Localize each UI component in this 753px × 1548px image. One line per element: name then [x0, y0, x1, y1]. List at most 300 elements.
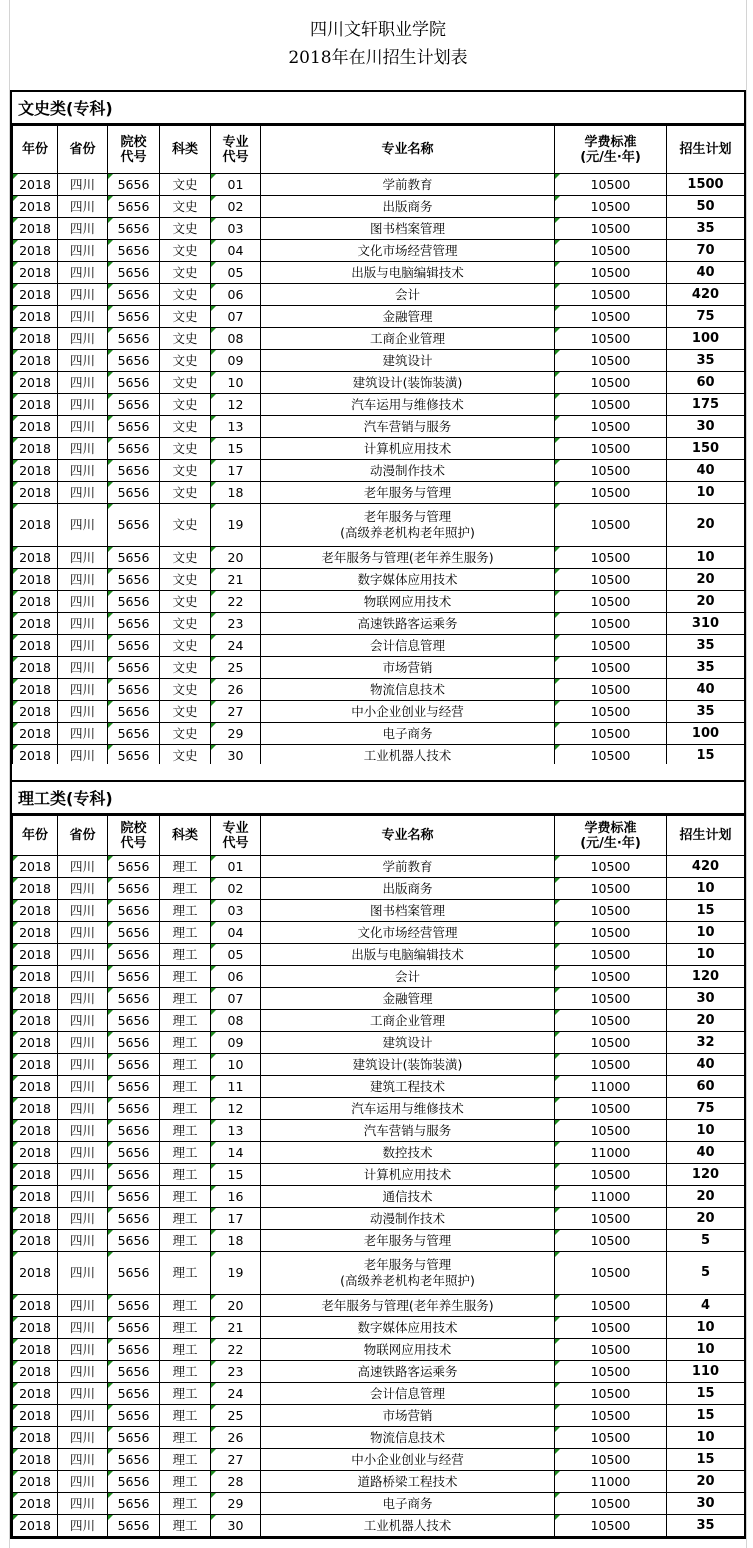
cell-province: 四川 [58, 1317, 108, 1339]
cell-school-code: 5656 [108, 306, 160, 328]
cell-tuition: 10500 [555, 966, 667, 988]
header-label: 代号 [120, 835, 147, 851]
cell-tuition: 10500 [555, 591, 667, 613]
cell-province: 四川 [58, 240, 108, 262]
cell-subject: 理工 [160, 1208, 211, 1230]
cell-major-name: 学前教育 [261, 174, 555, 196]
cell-major-code: 08 [211, 1010, 261, 1032]
cell-major-code: 07 [211, 988, 261, 1010]
cell-school-code: 5656 [108, 856, 160, 878]
cell-plan: 50 [667, 196, 745, 218]
cell-school-code: 5656 [108, 438, 160, 460]
cell-plan: 10 [667, 482, 745, 504]
cell-tuition: 10500 [555, 196, 667, 218]
cell-school-code: 5656 [108, 262, 160, 284]
cell-tuition: 10500 [555, 284, 667, 306]
cell-province: 四川 [58, 1383, 108, 1405]
cell-major-code: 29 [211, 1493, 261, 1515]
cell-year: 2018 [13, 922, 58, 944]
cell-major-code: 27 [211, 1449, 261, 1471]
cell-year: 2018 [13, 613, 58, 635]
cell-plan: 35 [667, 657, 745, 679]
cell-tuition: 10500 [555, 1164, 667, 1186]
cell-major-name: 老年服务与管理 [261, 482, 555, 504]
cell-subject: 文史 [160, 701, 211, 723]
cell-major-code: 18 [211, 482, 261, 504]
cell-province: 四川 [58, 878, 108, 900]
cell-school-code: 5656 [108, 504, 160, 547]
cell-plan: 40 [667, 1142, 745, 1164]
table-row [13, 1449, 745, 1471]
cell-year: 2018 [13, 328, 58, 350]
cell-subject: 理工 [160, 922, 211, 944]
cell-tuition: 10500 [555, 416, 667, 438]
cell-major-name: 电子商务 [261, 723, 555, 745]
cell-school-code: 5656 [108, 372, 160, 394]
cell-province: 四川 [58, 1405, 108, 1427]
cell-school-code: 5656 [108, 196, 160, 218]
cell-province: 四川 [58, 635, 108, 657]
cell-tuition: 10500 [555, 328, 667, 350]
cell-year: 2018 [13, 635, 58, 657]
cell-province: 四川 [58, 1032, 108, 1054]
cell-year: 2018 [13, 1295, 58, 1317]
cell-major-name: 数控技术 [261, 1142, 555, 1164]
cell-year: 2018 [13, 944, 58, 966]
cell-major-code: 19 [211, 504, 261, 547]
cell-tuition: 10500 [555, 679, 667, 701]
cell-year: 2018 [13, 679, 58, 701]
cell-province: 四川 [58, 1515, 108, 1537]
table-row [13, 1317, 745, 1339]
cell-school-code: 5656 [108, 613, 160, 635]
cell-school-code: 5656 [108, 1493, 160, 1515]
cell-major-name: 出版商务 [261, 196, 555, 218]
cell-major-code: 09 [211, 1032, 261, 1054]
enrollment-table [12, 815, 745, 1537]
cell-tuition: 10500 [555, 1032, 667, 1054]
cell-subject: 理工 [160, 1098, 211, 1120]
cell-year: 2018 [13, 1361, 58, 1383]
cell-tuition: 10500 [555, 1120, 667, 1142]
table-row [13, 1493, 745, 1515]
cell-major-code: 26 [211, 1427, 261, 1449]
cell-year: 2018 [13, 988, 58, 1010]
cell-plan: 20 [667, 1208, 745, 1230]
cell-plan: 60 [667, 1076, 745, 1098]
cell-province: 四川 [58, 613, 108, 635]
cell-school-code: 5656 [108, 1295, 160, 1317]
cell-province: 四川 [58, 174, 108, 196]
cell-major-code: 21 [211, 569, 261, 591]
cell-school-code: 5656 [108, 1032, 160, 1054]
cell-year: 2018 [13, 1515, 58, 1537]
cell-school-code: 5656 [108, 394, 160, 416]
cell-year: 2018 [13, 1405, 58, 1427]
cell-school-code: 5656 [108, 547, 160, 569]
cell-major-name: 汽车营销与服务 [261, 1120, 555, 1142]
cell-tuition: 10500 [555, 372, 667, 394]
cell-province: 四川 [58, 1427, 108, 1449]
page-subtitle: 2018年在川招生计划表 [288, 48, 468, 68]
cell-year: 2018 [13, 284, 58, 306]
table-row [13, 1076, 745, 1098]
header-label: 代号 [222, 149, 249, 165]
cell-major-name: 工业机器人技术 [261, 745, 555, 767]
cell-province: 四川 [58, 1186, 108, 1208]
cell-tuition: 10500 [555, 482, 667, 504]
section-humanities [10, 90, 746, 769]
table-row [13, 1383, 745, 1405]
cell-plan: 110 [667, 1361, 745, 1383]
col-header-plan [667, 816, 745, 856]
cell-province: 四川 [58, 372, 108, 394]
cell-year: 2018 [13, 723, 58, 745]
cell-plan: 30 [667, 988, 745, 1010]
table-row [13, 350, 745, 372]
cell-plan: 10 [667, 878, 745, 900]
cell-province: 四川 [58, 723, 108, 745]
cell-tuition: 10500 [555, 504, 667, 547]
cell-tuition: 10500 [555, 547, 667, 569]
cell-tuition: 10500 [555, 1449, 667, 1471]
cell-year: 2018 [13, 657, 58, 679]
cell-subject: 理工 [160, 1230, 211, 1252]
header-label: 院校 [120, 820, 147, 836]
cell-major-name: 数字媒体应用技术 [261, 1317, 555, 1339]
cell-province: 四川 [58, 262, 108, 284]
table-row [13, 657, 745, 679]
header-label: 代号 [120, 149, 147, 165]
cell-school-code: 5656 [108, 657, 160, 679]
cell-major-name: 汽车运用与维修技术 [261, 1098, 555, 1120]
cell-major-name: 物流信息技术 [261, 1427, 555, 1449]
cell-school-code: 5656 [108, 1076, 160, 1098]
cell-subject: 理工 [160, 878, 211, 900]
cell-year: 2018 [13, 1471, 58, 1493]
table-row [13, 944, 745, 966]
table-row [13, 1186, 745, 1208]
cell-subject: 理工 [160, 1449, 211, 1471]
cell-plan: 75 [667, 306, 745, 328]
cell-major-name: 市场营销 [261, 1405, 555, 1427]
header-label: 省份 [69, 828, 96, 843]
table-row [13, 591, 745, 613]
cell-plan: 4 [667, 1295, 745, 1317]
cell-school-code: 5656 [108, 482, 160, 504]
cell-year: 2018 [13, 1120, 58, 1142]
cell-province: 四川 [58, 306, 108, 328]
cell-tuition: 10500 [555, 878, 667, 900]
cell-plan: 30 [667, 416, 745, 438]
cell-plan: 20 [667, 1186, 745, 1208]
cell-year: 2018 [13, 701, 58, 723]
cell-major-name: 高速铁路客运乘务 [261, 613, 555, 635]
cell-major-code: 06 [211, 966, 261, 988]
cell-major-name: 汽车营销与服务 [261, 416, 555, 438]
cell-major-name: 文化市场经营管理 [261, 240, 555, 262]
cell-year: 2018 [13, 1493, 58, 1515]
cell-province: 四川 [58, 350, 108, 372]
cell-plan: 75 [667, 1098, 745, 1120]
table-row [13, 1471, 745, 1493]
table-row [13, 416, 745, 438]
cell-year: 2018 [13, 856, 58, 878]
cell-year: 2018 [13, 482, 58, 504]
table-row [13, 482, 745, 504]
cell-subject: 理工 [160, 1427, 211, 1449]
cell-subject: 理工 [160, 1493, 211, 1515]
col-header-school-code [108, 126, 160, 174]
cell-year: 2018 [13, 196, 58, 218]
cell-major-code: 21 [211, 1317, 261, 1339]
cell-major-name: 老年服务与管理 [261, 1230, 555, 1252]
cell-tuition: 10500 [555, 1010, 667, 1032]
cell-year: 2018 [13, 569, 58, 591]
table-row [13, 284, 745, 306]
cell-major-code: 03 [211, 218, 261, 240]
cell-plan: 175 [667, 394, 745, 416]
cell-school-code: 5656 [108, 350, 160, 372]
cell-year: 2018 [13, 1252, 58, 1295]
cell-school-code: 5656 [108, 1186, 160, 1208]
cell-major-code: 30 [211, 1515, 261, 1537]
cell-school-code: 5656 [108, 460, 160, 482]
cell-year: 2018 [13, 591, 58, 613]
cell-plan: 5 [667, 1230, 745, 1252]
cell-plan: 40 [667, 262, 745, 284]
cell-major-name: 老年服务与管理(老年养生服务) [261, 1295, 555, 1317]
cell-province: 四川 [58, 745, 108, 767]
cell-year: 2018 [13, 1010, 58, 1032]
cell-school-code: 5656 [108, 1427, 160, 1449]
cell-plan: 35 [667, 701, 745, 723]
cell-major-code: 28 [211, 1471, 261, 1493]
table-row [13, 635, 745, 657]
cell-major-code: 23 [211, 1361, 261, 1383]
cell-subject: 理工 [160, 966, 211, 988]
cell-province: 四川 [58, 416, 108, 438]
cell-school-code: 5656 [108, 1339, 160, 1361]
cell-year: 2018 [13, 1317, 58, 1339]
cell-major-code: 25 [211, 657, 261, 679]
cell-tuition: 10500 [555, 174, 667, 196]
cell-subject: 理工 [160, 1142, 211, 1164]
cell-province: 四川 [58, 284, 108, 306]
cell-plan: 10 [667, 547, 745, 569]
cell-school-code: 5656 [108, 1317, 160, 1339]
cell-subject: 文史 [160, 569, 211, 591]
cell-major-name: 老年服务与管理 (高级养老机构老年照护) [261, 504, 555, 547]
cell-plan: 100 [667, 328, 745, 350]
cell-plan: 30 [667, 1493, 745, 1515]
table-row [13, 613, 745, 635]
cell-subject: 文史 [160, 657, 211, 679]
cell-major-name: 电子商务 [261, 1493, 555, 1515]
cell-province: 四川 [58, 328, 108, 350]
cell-tuition: 10500 [555, 1493, 667, 1515]
cell-province: 四川 [58, 504, 108, 547]
table-row [13, 1142, 745, 1164]
cell-major-name: 图书档案管理 [261, 900, 555, 922]
cell-year: 2018 [13, 1449, 58, 1471]
enrollment-table [12, 125, 745, 767]
cell-major-name: 老年服务与管理 (高级养老机构老年照护) [261, 1252, 555, 1295]
cell-tuition: 11000 [555, 1471, 667, 1493]
cell-subject: 理工 [160, 856, 211, 878]
cell-year: 2018 [13, 1383, 58, 1405]
cell-major-code: 06 [211, 284, 261, 306]
cell-major-code: 07 [211, 306, 261, 328]
cell-year: 2018 [13, 1164, 58, 1186]
cell-major-name: 建筑工程技术 [261, 1076, 555, 1098]
cell-plan: 150 [667, 438, 745, 460]
table-row [13, 679, 745, 701]
cell-major-name: 通信技术 [261, 1186, 555, 1208]
cell-plan: 10 [667, 1317, 745, 1339]
cell-school-code: 5656 [108, 1208, 160, 1230]
header-label: 招生计划 [679, 142, 732, 157]
cell-major-name: 道路桥梁工程技术 [261, 1471, 555, 1493]
header-label: 年份 [21, 142, 48, 157]
cell-major-code: 12 [211, 1098, 261, 1120]
cell-major-name: 中小企业创业与经营 [261, 1449, 555, 1471]
cell-school-code: 5656 [108, 1120, 160, 1142]
cell-school-code: 5656 [108, 591, 160, 613]
cell-plan: 420 [667, 856, 745, 878]
cell-tuition: 10500 [555, 1054, 667, 1076]
table-row [13, 1010, 745, 1032]
cell-tuition: 10500 [555, 438, 667, 460]
table-row [13, 1120, 745, 1142]
cell-tuition: 10500 [555, 723, 667, 745]
cell-major-name: 汽车运用与维修技术 [261, 394, 555, 416]
cell-tuition: 10500 [555, 1252, 667, 1295]
cell-tuition: 11000 [555, 1076, 667, 1098]
header-row [13, 126, 745, 174]
cell-subject: 文史 [160, 196, 211, 218]
cell-school-code: 5656 [108, 174, 160, 196]
table-row [13, 1164, 745, 1186]
table-row [13, 900, 745, 922]
cell-year: 2018 [13, 1076, 58, 1098]
cell-year: 2018 [13, 1098, 58, 1120]
cell-year: 2018 [13, 240, 58, 262]
cell-major-code: 24 [211, 635, 261, 657]
col-header-tuition [555, 816, 667, 856]
header-label: 专业 [222, 820, 249, 836]
cell-school-code: 5656 [108, 878, 160, 900]
cell-plan: 100 [667, 723, 745, 745]
cell-province: 四川 [58, 701, 108, 723]
table-row [13, 218, 745, 240]
cell-major-code: 10 [211, 372, 261, 394]
cell-subject: 理工 [160, 1076, 211, 1098]
cell-province: 四川 [58, 1076, 108, 1098]
cell-year: 2018 [13, 1339, 58, 1361]
cell-major-code: 14 [211, 1142, 261, 1164]
cell-subject: 文史 [160, 306, 211, 328]
cell-tuition: 10500 [555, 569, 667, 591]
cell-tuition: 11000 [555, 1186, 667, 1208]
header-label: 招生计划 [679, 828, 732, 843]
cell-plan: 40 [667, 1054, 745, 1076]
cell-major-name: 会计 [261, 966, 555, 988]
cell-major-name: 出版与电脑编辑技术 [261, 262, 555, 284]
cell-subject: 理工 [160, 1120, 211, 1142]
cell-major-code: 05 [211, 944, 261, 966]
cell-major-name: 建筑设计 [261, 350, 555, 372]
cell-major-name: 老年服务与管理(老年养生服务) [261, 547, 555, 569]
cell-school-code: 5656 [108, 218, 160, 240]
cell-province: 四川 [58, 1098, 108, 1120]
cell-tuition: 10500 [555, 745, 667, 767]
cell-subject: 文史 [160, 591, 211, 613]
cell-plan: 310 [667, 613, 745, 635]
cell-major-name: 建筑设计(装饰装潢) [261, 372, 555, 394]
cell-province: 四川 [58, 856, 108, 878]
cell-plan: 10 [667, 1427, 745, 1449]
cell-subject: 理工 [160, 1405, 211, 1427]
table-row [13, 988, 745, 1010]
cell-major-name: 学前教育 [261, 856, 555, 878]
cell-province: 四川 [58, 1054, 108, 1076]
cell-major-code: 01 [211, 174, 261, 196]
cell-major-name: 数字媒体应用技术 [261, 569, 555, 591]
cell-tuition: 10500 [555, 1339, 667, 1361]
cell-subject: 理工 [160, 1295, 211, 1317]
cell-major-code: 15 [211, 438, 261, 460]
cell-major-code: 05 [211, 262, 261, 284]
cell-major-name: 建筑设计 [261, 1032, 555, 1054]
cell-tuition: 10500 [555, 1230, 667, 1252]
cell-major-name: 出版与电脑编辑技术 [261, 944, 555, 966]
cell-major-code: 24 [211, 1383, 261, 1405]
cell-tuition: 10500 [555, 1383, 667, 1405]
cell-major-name: 图书档案管理 [261, 218, 555, 240]
header-label: (元/生·年) [580, 149, 641, 165]
cell-province: 四川 [58, 196, 108, 218]
cell-province: 四川 [58, 482, 108, 504]
cell-year: 2018 [13, 460, 58, 482]
cell-major-code: 26 [211, 679, 261, 701]
cell-school-code: 5656 [108, 723, 160, 745]
cell-major-name: 物流信息技术 [261, 679, 555, 701]
cell-subject: 文史 [160, 350, 211, 372]
cell-school-code: 5656 [108, 284, 160, 306]
cell-plan: 10 [667, 1339, 745, 1361]
table-row [13, 723, 745, 745]
cell-tuition: 10500 [555, 635, 667, 657]
cell-tuition: 10500 [555, 856, 667, 878]
header-label: 学费标准 [584, 820, 637, 836]
cell-major-code: 04 [211, 922, 261, 944]
cell-major-name: 高速铁路客运乘务 [261, 1361, 555, 1383]
cell-year: 2018 [13, 1427, 58, 1449]
cell-major-code: 09 [211, 350, 261, 372]
cell-province: 四川 [58, 569, 108, 591]
cell-major-code: 17 [211, 1208, 261, 1230]
cell-plan: 120 [667, 1164, 745, 1186]
cell-province: 四川 [58, 438, 108, 460]
header-label: 学费标准 [584, 134, 637, 150]
cell-major-code: 18 [211, 1230, 261, 1252]
cell-plan: 40 [667, 460, 745, 482]
cell-school-code: 5656 [108, 569, 160, 591]
header-label: 专业 [222, 134, 249, 150]
cell-subject: 理工 [160, 944, 211, 966]
cell-province: 四川 [58, 1164, 108, 1186]
